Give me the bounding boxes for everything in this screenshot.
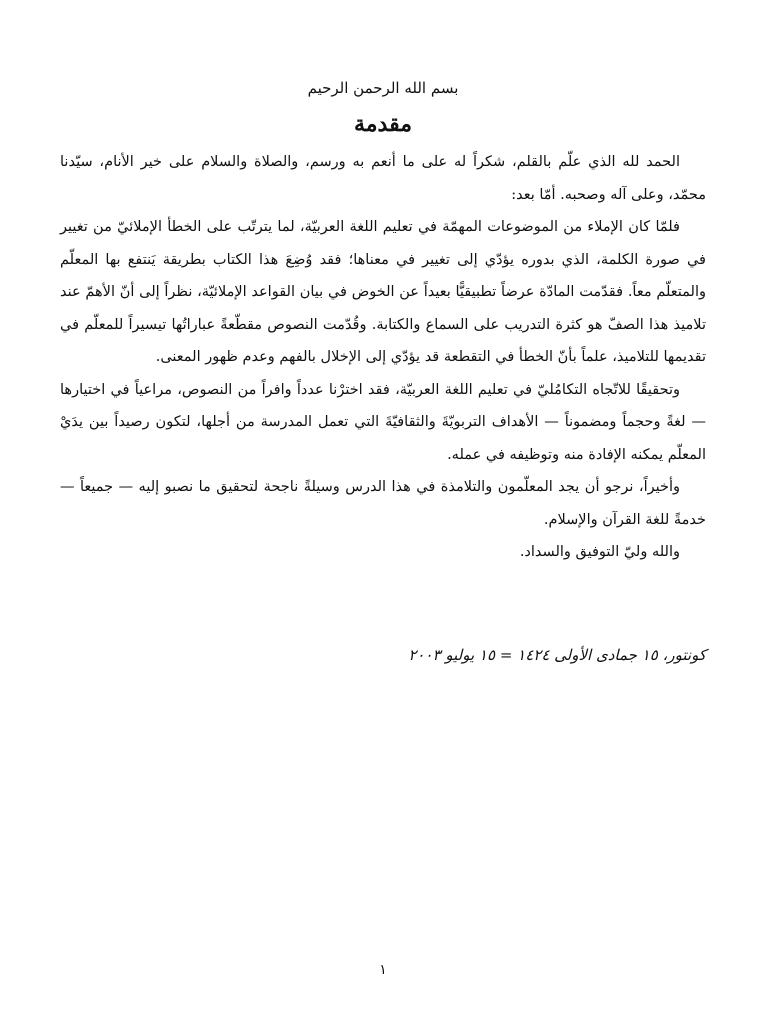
introduction-body: [60, 146, 706, 569]
paragraph-closing-hope: وأخيراً، نرجو أن يجد المعلّمون والتلامذة في هذا الدرس وسيلةً ناجحة لتحقيق ما نصبو إليه — جميعاً — خدمةً للغة القرآن والإسلام.: [60, 479, 706, 528]
paragraph-opening: الحمد لله الذي علّم بالقلم، شكراً له على ما أنعم به ورسم، والصلاة والسلام على خير الأنام، سيّدنا محمّد، وعلى آله وصحبه. أمّا بعد:: [60, 154, 706, 203]
paragraph-final-prayer: والله وليّ التوفيق والسداد.: [519, 544, 680, 560]
dateline: كونتور، ١٥ جمادى الأولى ١٤٢٤ = ١٥ يوليو ٢٠٠٣: [408, 646, 706, 664]
basmala: بسم الله الرحمن الرحيم: [307, 79, 459, 97]
document-page: [60, 0, 706, 1024]
page-title: مقدمة: [353, 111, 413, 137]
paragraph-integrated-approach: وتحقيقًا للاتّجاه التكامُليّ في تعليم اللغة العربيّة، فقد اخترْنا عدداً وافراً من النصوص، مراعياً في اختيارها — لغةً وحجماً ومضموناً — الأهداف التربويّةَ والثقافيّةَ التي تعمل المدرسة من أجلها، لتكون رصيداً بين يدَيْ المعلّم يمكنه الإفادة منه وتوظيفه في عمله.: [60, 381, 706, 463]
paragraph-dictation-importance: فلمّا كان الإملاء من الموضوعات المهمّة في تعليم اللغة العربيّة، لما يترتّب على الخطأ الإملائيّ من تغيير في صورة الكلمة، الذي بدوره يؤدّي إلى تغيير في معناها؛ فقد وُضِعَ هذا الكتاب بطريقة يَنتفع بها المعلّم والمتعلّم معاً. فقدّمت المادّة عرضاً تطبيقيًّا بعيداً عن الخوض في بيان القواعد الإملائيّة، نظراً إلى أنّ الأهمّ عند تلاميذ هذا الصفّ هو كثرة التدريب على السماع والكتابة. وقُدّمت النصوص مقطّعةً عباراتُها تيسيراً للمعلّم في تقديمها للتلاميذ، علماً بأنّ الخطأ في التقطعة قد يؤدّي إلى الإخلال بالفهم وعدم ظهور المعنى.: [60, 219, 706, 365]
page-number: ١: [379, 962, 387, 978]
